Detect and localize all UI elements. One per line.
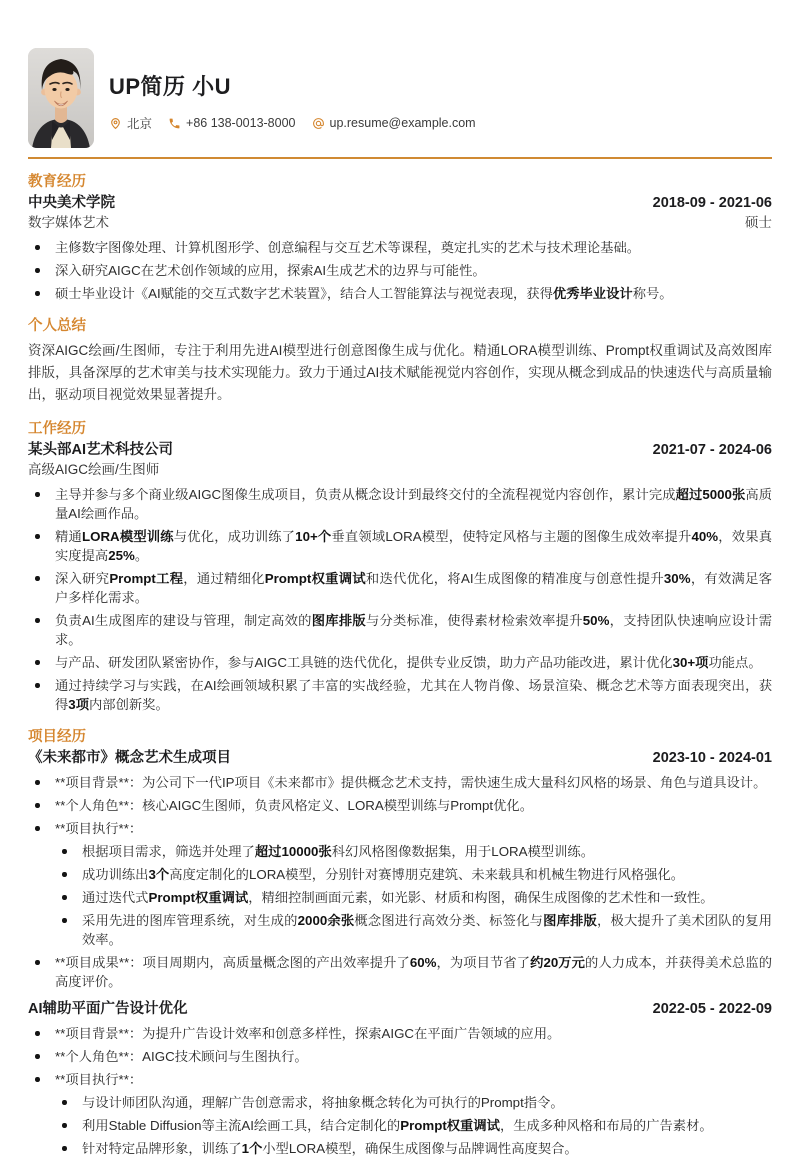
entry-subtitle-row <box>28 461 772 479</box>
text: ，通过精细化 <box>183 571 265 586</box>
text: 针对特定品牌形象，训练了 <box>82 1141 242 1156</box>
bullet-item <box>28 1024 772 1043</box>
text: ，极大提升了美术团队的复用效率。 <box>82 913 773 947</box>
text: 负责AI生成图库的建设与管理，制定高效的 <box>55 613 312 628</box>
bullet-item <box>28 261 772 280</box>
contact-item <box>109 114 152 132</box>
bold-text: 约20万元 <box>530 955 586 970</box>
entry-title: 某头部AI艺术科技公司 <box>28 442 173 458</box>
entry-header-row <box>28 441 772 459</box>
bold-text: 10+个 <box>295 529 332 544</box>
text: **个人角色**：AIGC技术顾问与生图执行。 <box>55 1049 308 1064</box>
bullet-dot <box>35 1031 40 1036</box>
bullet-dot <box>62 872 67 877</box>
bullet-dot <box>62 1146 67 1151</box>
text: **项目背景**：为公司下一代IP项目《未来都市》提供概念艺术支持，需快速生成大量科幻风格的场景、角色与道具设计。 <box>55 775 767 790</box>
bullet-dot <box>35 826 40 831</box>
text: **项目执行**： <box>55 1072 143 1087</box>
sub-bullet-item <box>55 911 772 949</box>
bold-text: 2000余张 <box>297 913 355 928</box>
text: 的人力成本，并获得美术总监的高度评价。 <box>55 955 773 989</box>
text: 内部创新奖。 <box>89 697 169 712</box>
text: **项目成果**：项目周期内，高质量概念图的产出效率提升了 <box>55 955 410 970</box>
section-heading: 项目经历 <box>28 729 86 745</box>
bullet-item <box>28 611 772 649</box>
bullet-dot <box>35 1077 40 1082</box>
bullet-list <box>28 773 772 991</box>
contact-text: up.resume@example.com <box>329 116 476 130</box>
text: 功能点。 <box>708 655 762 670</box>
text: 通过迭代式 <box>82 890 149 905</box>
bullet-dot <box>35 660 40 665</box>
contact-item <box>312 116 476 130</box>
bullet-item <box>28 773 772 792</box>
header-divider <box>28 157 772 159</box>
entry-header-row <box>28 749 772 767</box>
resume-body <box>28 169 772 1158</box>
bullet-item <box>28 238 772 257</box>
text: 根据项目需求，筛选并处理了 <box>82 844 255 859</box>
text: 和迭代优化，将AI生成图像的精准度与创意性提升 <box>365 571 664 586</box>
text: **个人角色**：核心AIGC生图师，负责风格定义、LORA模型训练与Prompt优化。 <box>55 798 533 813</box>
text: 利用Stable Diffusion等主流AI绘画工具，结合定制化的 <box>82 1118 401 1133</box>
bold-text: Prompt工程 <box>109 571 184 586</box>
sub-bullet-item <box>55 1116 772 1135</box>
candidate-name: UP简历 小U <box>109 74 232 99</box>
bullet-item <box>28 676 772 714</box>
bullet-item <box>28 1047 772 1066</box>
bullet-dot <box>35 960 40 965</box>
text: 精通 <box>55 529 82 544</box>
text: 与优化，成功训练了 <box>173 529 296 544</box>
bullet-dot <box>35 268 40 273</box>
profile-photo <box>28 48 94 148</box>
entry-header-row <box>28 1000 772 1018</box>
bold-text: 40% <box>691 529 719 544</box>
contact-text: +86 138-0013-8000 <box>186 116 296 130</box>
section-heading: 工作经历 <box>28 421 86 437</box>
bold-text: 图库排版 <box>543 913 597 928</box>
entry-title: 《未来都市》概念艺术生成项目 <box>28 750 231 766</box>
bullet-dot <box>62 849 67 854</box>
bold-text: 30+项 <box>672 655 709 670</box>
text: 。 <box>134 548 149 563</box>
bold-text: LORA模型训练 <box>81 529 174 544</box>
bold-text: 30% <box>663 571 691 586</box>
header-info <box>109 48 476 148</box>
text: ，支持团队快速响应设计需求。 <box>55 613 773 647</box>
bullet-dot <box>62 895 67 900</box>
text: **项目背景**：为提升广告设计效率和创意多样性，探索AIGC在平面广告领域的应用。 <box>55 1026 561 1041</box>
entry-subtitle-right: 硕士 <box>745 215 772 230</box>
bullet-item <box>28 569 772 607</box>
sub-bullet-list <box>55 842 772 949</box>
bold-text: 50% <box>582 613 610 628</box>
bullet-item <box>28 284 772 303</box>
section-heading: 个人总结 <box>28 318 86 334</box>
entry <box>28 194 772 303</box>
bullet-list <box>28 485 772 714</box>
entry-subtitle-row <box>28 214 772 232</box>
sub-bullet-item <box>55 842 772 861</box>
section-education <box>28 169 772 303</box>
text: 称号。 <box>632 286 673 301</box>
bullet-item <box>28 796 772 815</box>
text: ，生成多种风格和布局的广告素材。 <box>499 1118 713 1133</box>
entry-title: AI辅助平面广告设计优化 <box>28 1001 188 1017</box>
bullet-item <box>28 485 772 523</box>
text: 采用先进的图库管理系统，对生成的 <box>82 913 298 928</box>
entry <box>28 340 772 406</box>
text: **项目执行**： <box>55 821 143 836</box>
entry-subtitle: 数字媒体艺术 <box>28 215 109 230</box>
summary-paragraph: 资深AIGC绘画/生图师，专注于利用先进AI模型进行创意图像生成与优化。精通LORA模型训练、Prompt权重调试及高效图库排版，具备深厚的艺术审美与技术实现能力。致力于通过AI技术赋能视觉内容创作，实现从概念到成品的快速迭代与高质量输出，驱动项目视觉效果显著提升。 <box>28 343 772 402</box>
phone-icon <box>168 117 181 130</box>
bullet-dot <box>35 618 40 623</box>
bullet-dot <box>62 918 67 923</box>
bullet-item <box>28 953 772 991</box>
bullet-dot <box>35 534 40 539</box>
text: ，有效满足客户多样化需求。 <box>55 571 772 605</box>
text: ，效果真实度提高 <box>55 529 773 563</box>
bullet-item <box>28 819 772 949</box>
bold-text: 1个 <box>241 1141 263 1156</box>
text: 与设计师团队沟通，理解广告创意需求，将抽象概念转化为可执行的Prompt指令。 <box>82 1095 564 1110</box>
text: 高质量AI绘画作品。 <box>55 487 773 521</box>
entry-date: 2022-05 - 2022-09 <box>652 1001 772 1017</box>
entry-date: 2018-09 - 2021-06 <box>652 195 772 211</box>
portrait-illustration <box>28 48 94 148</box>
contact-text: 北京 <box>127 117 153 131</box>
text: 与产品、研发团队紧密协作，参与AIGC工具链的迭代优化，提供专业反馈，助力产品功能改进，累计优化 <box>55 655 673 670</box>
bold-text: Prompt权重调试 <box>148 890 249 905</box>
bullet-dot <box>62 1123 67 1128</box>
section-heading: 教育经历 <box>28 174 86 190</box>
section-summary <box>28 313 772 406</box>
bullet-dot <box>35 576 40 581</box>
bullet-list <box>28 1024 772 1158</box>
text: 科幻风格图像数据集，用于LORA模型训练。 <box>331 844 594 859</box>
bullet-dot <box>62 1100 67 1105</box>
text: 小型LORA模型，确保生成图像与品牌调性高度契合。 <box>262 1141 578 1156</box>
sub-bullet-item <box>55 1093 772 1112</box>
text: 高度定制化的LORA模型，分别针对赛博朋克建筑、未来载具和机械生物进行风格强化。 <box>169 867 685 882</box>
entry-title: 中央美术学院 <box>28 195 115 211</box>
bullet-dot <box>35 780 40 785</box>
bold-text: Prompt权重调试 <box>264 571 366 586</box>
entry-date: 2023-10 - 2024-01 <box>652 750 772 766</box>
entry-subtitle: 高级AIGC绘画/生图师 <box>28 462 160 477</box>
bold-text: 25% <box>108 548 135 563</box>
text: 成功训练出 <box>82 867 149 882</box>
bullet-dot <box>35 291 40 296</box>
bullet-dot <box>35 492 40 497</box>
bold-text: 超过10000张 <box>254 844 332 859</box>
at-icon <box>312 117 325 130</box>
bold-text: 图库排版 <box>311 613 366 628</box>
bullet-item <box>28 1070 772 1158</box>
sub-bullet-list <box>55 1093 772 1158</box>
entry-date: 2021-07 - 2024-06 <box>652 442 772 458</box>
section-projects <box>28 724 772 1158</box>
bold-text: 60% <box>409 955 437 970</box>
bold-text: 3个 <box>148 867 170 882</box>
text: 通过持续学习与实践，在AI绘画领域积累了丰富的实战经验，尤其在人物肖像、场景渲染、概念艺术等方面表现突出，获得 <box>55 678 772 712</box>
bullet-dot <box>35 1054 40 1059</box>
text: 概念图进行高效分类、标签化与 <box>354 913 544 928</box>
text: 深入研究AIGC在艺术创作领域的应用，探索AI生成艺术的边界与可能性。 <box>55 263 486 278</box>
entry <box>28 749 772 991</box>
sub-bullet-item <box>55 865 772 884</box>
entry <box>28 441 772 714</box>
bullet-dot <box>35 245 40 250</box>
entry <box>28 1000 772 1158</box>
sub-bullet-item <box>55 888 772 907</box>
section-work <box>28 416 772 714</box>
entry-header-row <box>28 194 772 212</box>
resume-header <box>28 0 772 148</box>
text: ，为项目节省了 <box>436 955 531 970</box>
bullet-list <box>28 238 772 303</box>
text: 硕士毕业设计《AI赋能的交互式数字艺术装置》，结合人工智能算法与视觉表现，获得 <box>55 286 553 301</box>
bullet-item <box>28 527 772 565</box>
bold-text: 超过5000张 <box>675 487 746 502</box>
bullet-dot <box>35 683 40 688</box>
bullet-item <box>28 653 772 672</box>
text: 与分类标准，使得素材检索效率提升 <box>365 613 583 628</box>
bold-text: 3项 <box>68 697 89 712</box>
text: 主导并参与多个商业级AIGC图像生成项目，负责从概念设计到最终交付的全流程视觉内容创作，累计完成 <box>55 487 676 502</box>
text: ，精细控制画面元素，如光影、材质和构图，确保生成图像的艺术性和一致性。 <box>248 890 714 905</box>
bullet-dot <box>35 803 40 808</box>
bold-text: 优秀毕业设计 <box>552 286 633 301</box>
contact-item <box>168 116 295 130</box>
contact-row <box>109 114 476 132</box>
bold-text: Prompt权重调试 <box>400 1118 500 1133</box>
sub-bullet-item <box>55 1139 772 1158</box>
text: 垂直领域LORA模型，使特定风格与主题的图像生成效率提升 <box>331 529 692 544</box>
text: 深入研究 <box>55 571 110 586</box>
location-icon <box>109 117 122 130</box>
text: 主修数字图像处理、计算机图形学、创意编程与交互艺术等课程，奠定扎实的艺术与技术理论基础。 <box>55 240 641 255</box>
